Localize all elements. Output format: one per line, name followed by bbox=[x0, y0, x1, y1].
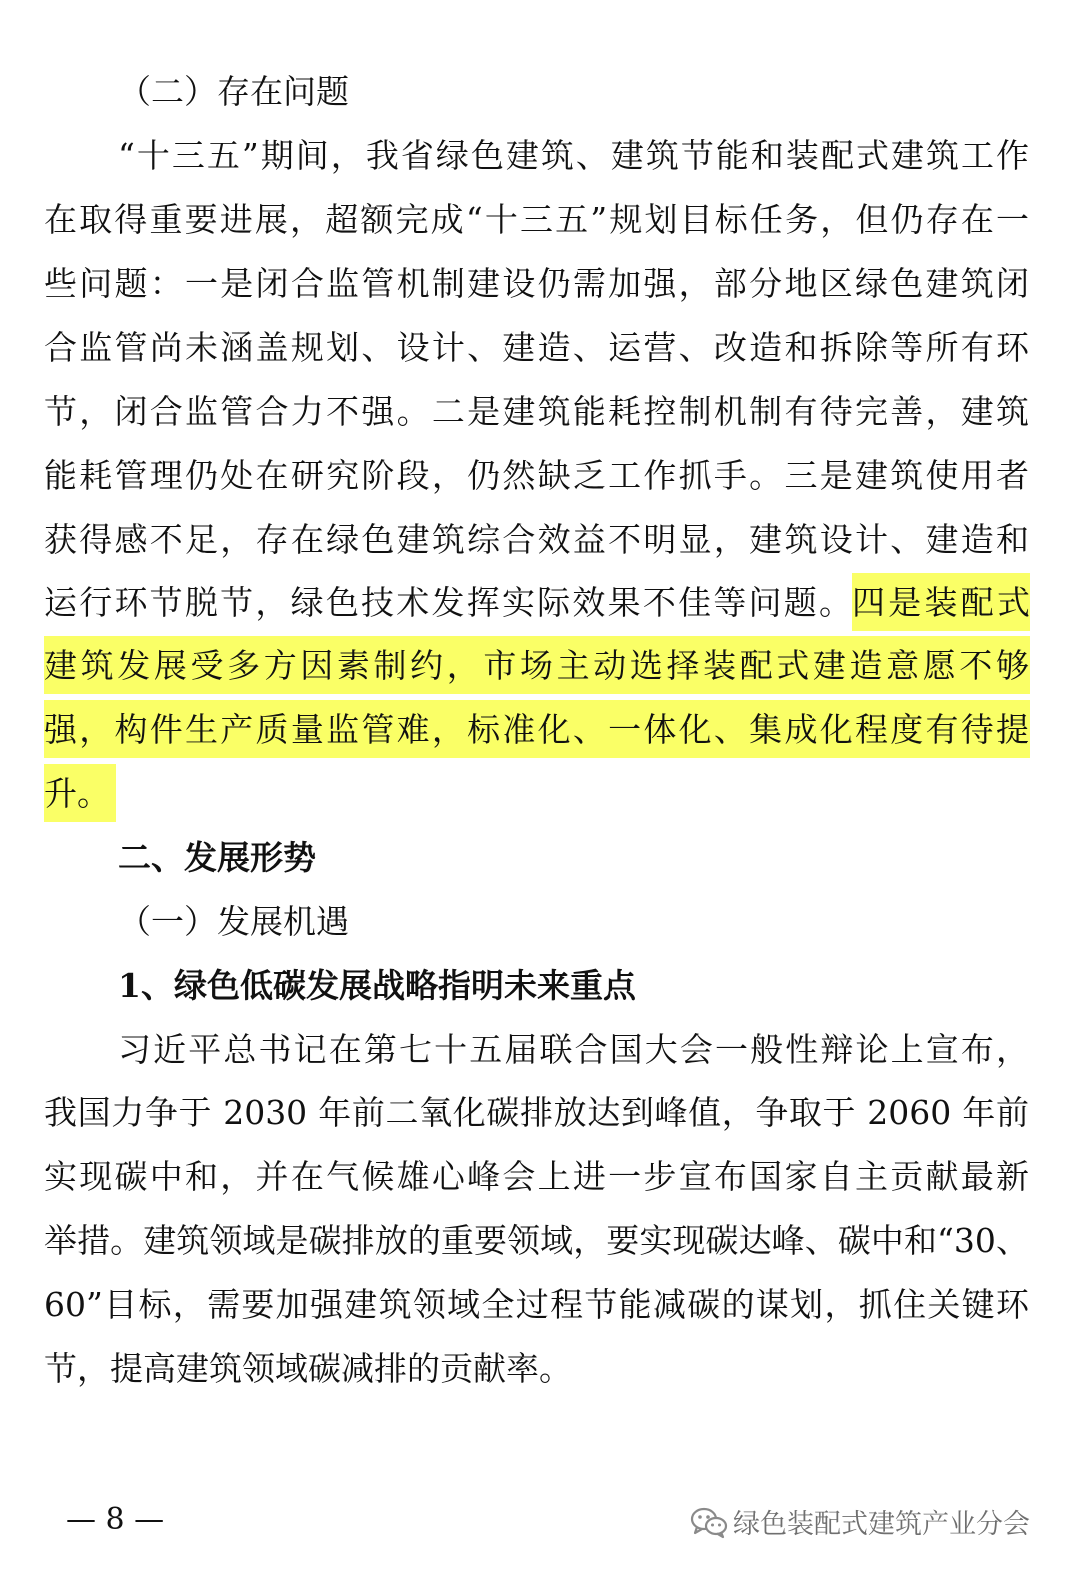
paragraph-line: 合监管尚未涵盖规划、设计、建造、运营、改造和拆除等所有环 bbox=[44, 328, 1029, 367]
paragraph-line: 60”目标，需要加强建筑领域全过程节能减碳的谋划，抓住关键环 bbox=[44, 1285, 1029, 1324]
paragraph-line: 获得感不足，存在绿色建筑综合效益不明显，建筑设计、建造和 bbox=[44, 520, 1029, 559]
paragraph-line: 节，闭合监管合力不强。二是建筑能耗控制机制有待完善，建筑 bbox=[44, 392, 1029, 431]
highlighted-line: 建筑发展受多方因素制约，市场主动选择装配式建造意愿不够 bbox=[44, 646, 1029, 685]
paragraph-line: 些问题：一是闭合监管机制建设仍需加强，部分地区绿色建筑闭 bbox=[44, 264, 1029, 303]
subheading-problems: （二）存在问题 bbox=[118, 72, 349, 111]
paragraph-line: 实现碳中和，并在气候雄心峰会上进一步宣布国家自主贡献最新 bbox=[44, 1157, 1029, 1196]
highlighted-line: 升。 bbox=[44, 774, 110, 813]
paragraph-line: 节，提高建筑领域碳减排的贡献率。 bbox=[44, 1349, 572, 1388]
highlighted-text: 四是装配式 bbox=[852, 583, 1030, 622]
heading-trends: 二、发展形势 bbox=[118, 838, 316, 877]
paragraph-line: 我国力争于 2030 年前二氧化碳排放达到峰值，争取于 2060 年前 bbox=[44, 1093, 1029, 1132]
paragraph-line: 能耗管理仍处在研究阶段，仍然缺乏工作抓手。三是建筑使用者 bbox=[44, 456, 1029, 495]
paragraph-line: 习近平总书记在第七十五届联合国大会一般性辩论上宣布， bbox=[118, 1030, 1029, 1069]
item-heading: 1、绿色低碳发展战略指明未来重点 bbox=[118, 966, 636, 1005]
subheading-opportunities: （一）发展机遇 bbox=[118, 902, 349, 941]
watermark-text: 绿色装配式建筑产业分会 bbox=[733, 1509, 1030, 1540]
paragraph-line: 在取得重要进展，超额完成“十三五”规划目标任务，但仍存在一 bbox=[44, 200, 1029, 239]
paragraph-line: 运行环节脱节，绿色技术发挥实际效果不佳等问题。 bbox=[44, 583, 852, 622]
wechat-icon bbox=[689, 1505, 729, 1539]
page-number: — 8 — bbox=[66, 1502, 165, 1537]
highlighted-line: 强，构件生产质量监管难，标准化、一体化、集成化程度有待提 bbox=[44, 710, 1029, 749]
paragraph-line: 举措。建筑领域是碳排放的重要领域，要实现碳达峰、碳中和“30、 bbox=[44, 1221, 1029, 1260]
watermark bbox=[689, 1502, 1030, 1541]
paragraph-line: “十三五”期间，我省绿色建筑、建筑节能和装配式建筑工作 bbox=[118, 136, 1029, 175]
